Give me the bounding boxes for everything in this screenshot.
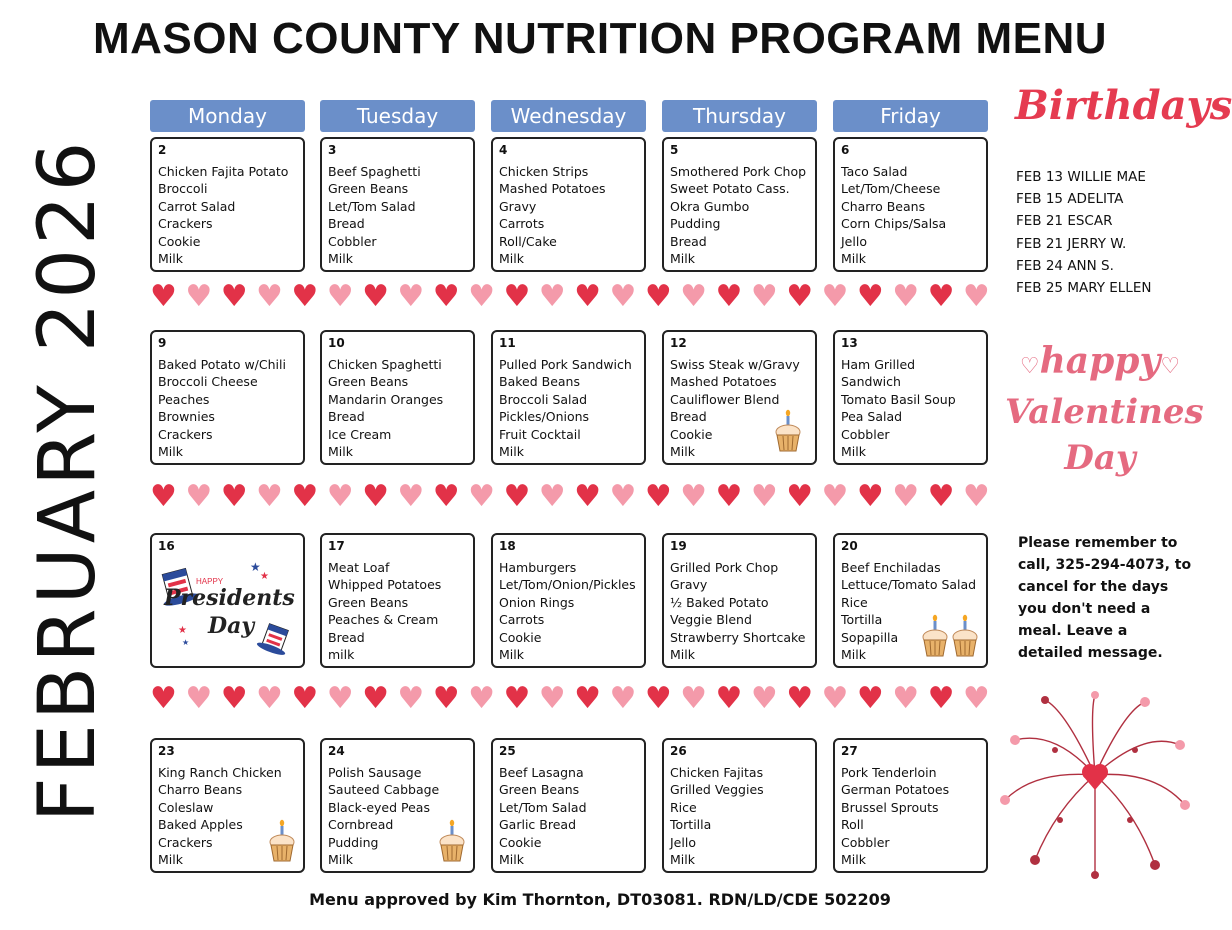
birthday-entry: FEB 15 ADELITA [1016,191,1124,208]
menu-item: Rice [670,799,697,815]
heart-icon: ♥ [680,479,708,514]
menu-items [158,163,288,267]
menu-item: Sopapilla [841,629,899,645]
menu-item: Charro Beans [841,198,926,214]
presidents-line1: Presidents [164,585,295,611]
page-title: MASON COUNTY NUTRITION PROGRAM MENU [92,14,1107,63]
heart-icon: ♥ [927,479,955,514]
menu-item: Pea Salad [841,409,903,425]
menu-item: Pudding [328,834,379,850]
menu-item: Broccoli Cheese [158,374,258,390]
heart-icon: ♥ [220,279,248,314]
day-number: 23 [158,744,175,758]
menu-item: Let/Tom Salad [499,799,587,815]
menu-item: Milk [158,444,183,460]
presidents-day-graphic [158,559,298,659]
heart-icon: ♥ [892,479,920,514]
day-cell [833,738,988,873]
menu-item: Tortilla [670,817,712,833]
menu-item: Tortilla [841,612,883,628]
birthday-list [1016,166,1151,299]
menu-items [841,764,949,868]
day-header-wednesday: Wednesday [491,100,646,132]
heart-icon: ♥ [574,279,602,314]
day-number: 6 [841,143,850,157]
day-number: 19 [670,539,687,553]
heart-icon: ♥ [538,681,566,716]
menu-item: Bread [328,409,365,425]
menu-item: Crackers [158,216,213,232]
menu-item: Milk [670,251,695,267]
menu-item: Mashed Potatoes [670,374,777,390]
menu-item: Grilled Veggies [670,782,764,798]
menu-item: Milk [499,444,524,460]
heart-icon: ♥ [750,479,778,514]
heart-icon: ♥ [715,479,743,514]
heart-icon: ♥ [856,479,884,514]
heart-icon: ♥ [644,681,672,716]
day-number: 3 [328,143,337,157]
birthday-cupcake-icon [268,820,296,864]
menu-item: Cobbler [841,834,890,850]
day-header-monday: Monday [150,100,305,132]
menu-item: Milk [670,852,695,868]
day-cell [491,137,646,272]
menu-item: Mashed Potatoes [499,181,606,197]
heart-icon: ♥ [574,479,602,514]
day-number: 12 [670,336,687,350]
menu-item: Sandwich [841,374,901,390]
menu-item: Cauliflower Blend [670,391,780,407]
menu-items [499,764,587,868]
day-number: 25 [499,744,516,758]
menu-item: Carrots [499,612,545,628]
menu-item: Milk [841,251,866,267]
heart-icon: ♥ [397,279,425,314]
menu-item: Pickles/Onions [499,409,590,425]
heart-icon: ♥ [503,479,531,514]
menu-item: Crackers [158,426,213,442]
heart-icon: ♥ [256,681,283,716]
heart-divider [150,481,990,513]
heart-icon: ♥ [856,279,884,314]
heart-icon: ♥ [715,681,743,716]
menu-item: Ham Grilled [841,357,916,372]
menu-item: Milk [158,251,183,267]
heart-icon: ♥ [220,479,248,514]
heart-icon: ♥ [609,479,637,514]
menu-items [328,356,443,460]
menu-item: Pork Tenderloin [841,765,937,780]
heart-icon: ♥ [432,279,460,314]
birthday-cupcake-icon [438,820,466,864]
menu-item: Beef Lasagna [499,765,584,780]
heart-icon: ♥ [609,279,637,314]
menu-item: Sauteed Cabbage [328,782,440,798]
valentine-line2: Valentines [1005,392,1204,432]
menu-item: Cornbread [328,817,394,833]
birthday-entry: FEB 21 JERRY W. [1016,235,1127,252]
day-cell [491,533,646,668]
menu-item: Peaches [158,391,210,407]
menu-item: Let/Tom/Cheese [841,181,941,197]
heart-icon: ♥ [291,681,319,716]
menu-item: Beef Enchiladas [841,560,941,575]
menu-items [328,163,421,267]
day-header-thursday: Thursday [662,100,817,132]
menu-item: Baked Beans [499,374,580,390]
day-header-tuesday: Tuesday [320,100,475,132]
menu-item: Hamburgers [499,560,577,575]
heart-icon: ♥ [750,681,778,716]
menu-item: Brownies [158,409,215,425]
heart-icon: ♥ [786,279,814,314]
menu-item: Garlic Bread [499,817,577,833]
menu-item: Green Beans [328,594,409,610]
menu-item: Milk [158,852,183,868]
day-number: 17 [328,539,345,553]
menu-item: Roll [841,817,864,833]
menu-item: Cobbler [328,233,377,249]
heart-icon: ♥ [927,279,955,314]
menu-items [328,559,441,663]
menu-item: Taco Salad [841,164,908,179]
menu-item: Corn Chips/Salsa [841,216,947,232]
menu-item: Cookie [670,426,713,442]
menu-item: Ice Cream [328,426,392,442]
menu-item: milk [328,647,355,663]
heart-icon: ♥ [821,479,849,514]
heart-icon: ♥ [927,681,955,716]
menu-item: Chicken Spaghetti [328,357,442,372]
heart-icon: ♥ [150,681,177,716]
menu-item: Coleslaw [158,799,214,815]
heart-icon: ♥ [291,279,319,314]
menu-item: Strawberry Shortcake [670,629,806,645]
menu-item: Roll/Cake [499,233,557,249]
day-cell [491,330,646,465]
day-cell [320,137,475,272]
heart-icon: ♥ [750,279,778,314]
day-number: 11 [499,336,516,350]
month-label: FEBRUARY 2026 [23,137,113,823]
heart-icon: ♥ [821,681,849,716]
day-number: 26 [670,744,687,758]
menu-item: King Ranch Chicken [158,765,282,780]
valentines-day-graphic [1005,338,1204,481]
heart-icon: ♥ [503,279,531,314]
menu-item: Milk [670,444,695,460]
menu-items [670,764,764,868]
heart-icon: ♡ [1019,353,1040,379]
menu-approval-footer: Menu approved by Kim Thornton, DT03081. RDN/LD/CDE 502209 [309,890,891,909]
menu-item: Baked Potato w/Chili [158,357,286,372]
menu-item: ½ Baked Potato [670,594,769,610]
heart-icon: ♥ [150,279,177,314]
day-cell [150,330,305,465]
heart-icon: ♥ [362,681,389,716]
day-number: 4 [499,143,508,157]
day-number: 20 [841,539,858,553]
menu-item: Swiss Steak w/Gravy [670,357,800,372]
heart-icon: ♥ [220,681,248,716]
menu-items [841,356,956,460]
menu-item: Milk [499,647,524,663]
birthday-cupcake-icon [921,615,949,659]
heart-icon: ♥ [715,279,743,314]
menu-item: Pudding [670,216,721,232]
menu-item: Milk [841,647,866,663]
birthday-entry: FEB 13 WILLIE MAE [1016,169,1146,185]
day-number: 13 [841,336,858,350]
menu-items [841,163,946,267]
heart-icon: ♥ [326,681,354,716]
menu-items [328,764,439,868]
menu-item: Jello [841,233,867,249]
heart-icon: ♥ [432,681,460,716]
menu-item: Black-eyed Peas [328,799,430,815]
day-cell [833,330,988,465]
day-cell [320,533,475,668]
day-number: 16 [158,539,175,553]
heart-icon: ♥ [185,479,213,514]
presidents-line2: Day [208,613,255,639]
menu-item: Milk [670,647,695,663]
menu-item: Meat Loaf [328,560,390,575]
menu-item: Bread [670,409,707,425]
svg-text:★: ★ [178,625,187,636]
heart-icon: ♥ [609,681,637,716]
day-number: 24 [328,744,345,758]
menu-item: Sweet Potato Cass. [670,181,790,197]
menu-item: Bread [670,233,707,249]
menu-item: Cobbler [841,426,890,442]
menu-item: Carrots [499,216,545,232]
heart-icon: ♥ [680,279,708,314]
menu-item: Onion Rings [499,594,575,610]
heart-icon: ♥ [962,681,990,716]
heart-icon: ♥ [538,279,566,314]
day-cell [150,137,305,272]
menu-item: Milk [499,251,524,267]
cancel-reminder: Please remember to call, 325-294-4073, to cancel for the days you don't need a meal. Leave a detailed message. [1018,535,1192,661]
menu-item: Crackers [158,834,213,850]
valentine-line3: Day [1064,438,1136,478]
menu-item: Chicken Strips [499,164,589,179]
menu-item: Broccoli Salad [499,391,588,407]
heart-icon: ♥ [326,279,354,314]
heart-icon: ♥ [644,479,672,514]
day-number: 9 [158,336,167,350]
birthday-cupcake-icon [774,410,802,454]
menu-items [158,764,282,868]
menu-item: Tomato Basil Soup [841,391,956,407]
heart-icon: ♥ [362,479,389,514]
heart-icon: ♥ [856,681,884,716]
heart-icon: ♥ [397,681,425,716]
heart-icon: ♥ [574,681,602,716]
heart-icon: ♥ [291,479,319,514]
heart-icon: ♥ [821,279,849,314]
heart-divider [150,281,990,313]
fireworks-hearts-icon [995,690,1195,880]
menu-item: Smothered Pork Chop [670,164,807,179]
day-number: 2 [158,143,167,157]
menu-item: Broccoli [158,181,208,197]
heart-icon: ♥ [892,279,920,314]
heart-icon: ♥ [892,681,920,716]
menu-item: Rice [841,594,868,610]
menu-item: Peaches & Cream [328,612,439,628]
menu-item: Charro Beans [158,782,243,798]
menu-items [499,356,632,460]
menu-item: Jello [670,834,696,850]
menu-items [158,356,286,460]
menu-item: Milk [841,444,866,460]
heart-icon: ♥ [468,681,495,716]
menu-item: Lettuce/Tomato Salad [841,577,977,593]
menu-item: Whipped Potatoes [328,577,442,593]
menu-item: German Potatoes [841,782,950,798]
menu-item: Beef Spaghetti [328,164,421,179]
heart-icon: ♥ [397,479,425,514]
day-cell [491,738,646,873]
day-header-friday: Friday [833,100,988,132]
menu-item: Let/Tom Salad [328,198,416,214]
menu-item: Green Beans [328,181,409,197]
day-cell [833,137,988,272]
heart-icon: ♥ [538,479,566,514]
menu-item: Bread [328,629,365,645]
heart-icon: ♥ [256,279,283,314]
menu-item: Cookie [158,233,201,249]
svg-text:★: ★ [182,638,190,647]
heart-icon: ♥ [503,681,531,716]
menu-item: Let/Tom/Onion/Pickles [499,577,636,593]
day-cell [320,330,475,465]
heart-icon: ♥ [962,279,990,314]
svg-text:★: ★ [260,571,269,582]
heart-icon: ♥ [786,479,814,514]
heart-icon: ♥ [326,479,354,514]
day-cell [662,738,817,873]
menu-item: Milk [328,444,353,460]
heart-icon: ♡ [1160,353,1181,379]
heart-icon: ♥ [962,479,990,514]
menu-item: Carrot Salad [158,198,236,214]
menu-item: Baked Apples [158,817,243,833]
menu-items [499,163,606,267]
menu-item: Milk [328,852,353,868]
heart-divider [150,683,990,715]
presidents-small: HAPPY [196,577,224,586]
birthday-entry: FEB 25 MARY ELLEN [1016,280,1152,297]
svg-text:★: ★ [250,560,261,574]
birthday-entry: FEB 24 ANN S. [1016,257,1114,274]
menu-item: Milk [499,852,524,868]
heart-icon: ♥ [786,681,814,716]
menu-items [670,163,806,267]
day-number: 10 [328,336,345,350]
menu-item: Green Beans [499,782,580,798]
menu-item: Milk [841,852,866,868]
menu-item: Veggie Blend [670,612,752,628]
heart-icon: ♥ [362,279,389,314]
menu-items [670,559,805,663]
menu-item: Mandarin Oranges [328,391,444,407]
day-number: 18 [499,539,516,553]
heart-icon: ♥ [468,279,495,314]
heart-icon: ♥ [644,279,672,314]
menu-item: Bread [328,216,365,232]
menu-item: Pulled Pork Sandwich [499,357,632,372]
menu-item: Milk [328,251,353,267]
menu-item: Cookie [499,834,542,850]
menu-item: Fruit Cocktail [499,426,581,442]
menu-item: Okra Gumbo [670,198,750,214]
birthday-entry: FEB 21 ESCAR [1016,213,1113,230]
menu-item: Gravy [499,198,537,214]
menu-item: Gravy [670,577,708,593]
menu-items [499,559,636,663]
menu-item: Cookie [499,629,542,645]
heart-icon: ♥ [432,479,460,514]
day-number: 27 [841,744,858,758]
day-number: 5 [670,143,679,157]
menu-item: Polish Sausage [328,765,422,780]
heart-icon: ♥ [185,279,213,314]
birthdays-title: Birthdays [1015,82,1232,129]
heart-icon: ♥ [150,479,177,514]
day-cell [662,533,817,668]
menu-item: Brussel Sprouts [841,799,939,815]
heart-icon: ♥ [256,479,283,514]
valentine-line1: happy [1039,340,1161,382]
menu-item: Green Beans [328,374,409,390]
heart-icon: ♥ [468,479,495,514]
day-cell [662,137,817,272]
menu-item: Chicken Fajitas [670,765,764,780]
heart-icon: ♥ [185,681,213,716]
menu-item: Chicken Fajita Potato [158,164,289,179]
menu-item: Grilled Pork Chop [670,560,779,575]
birthday-cupcake-icon [951,615,979,659]
heart-icon: ♥ [680,681,708,716]
